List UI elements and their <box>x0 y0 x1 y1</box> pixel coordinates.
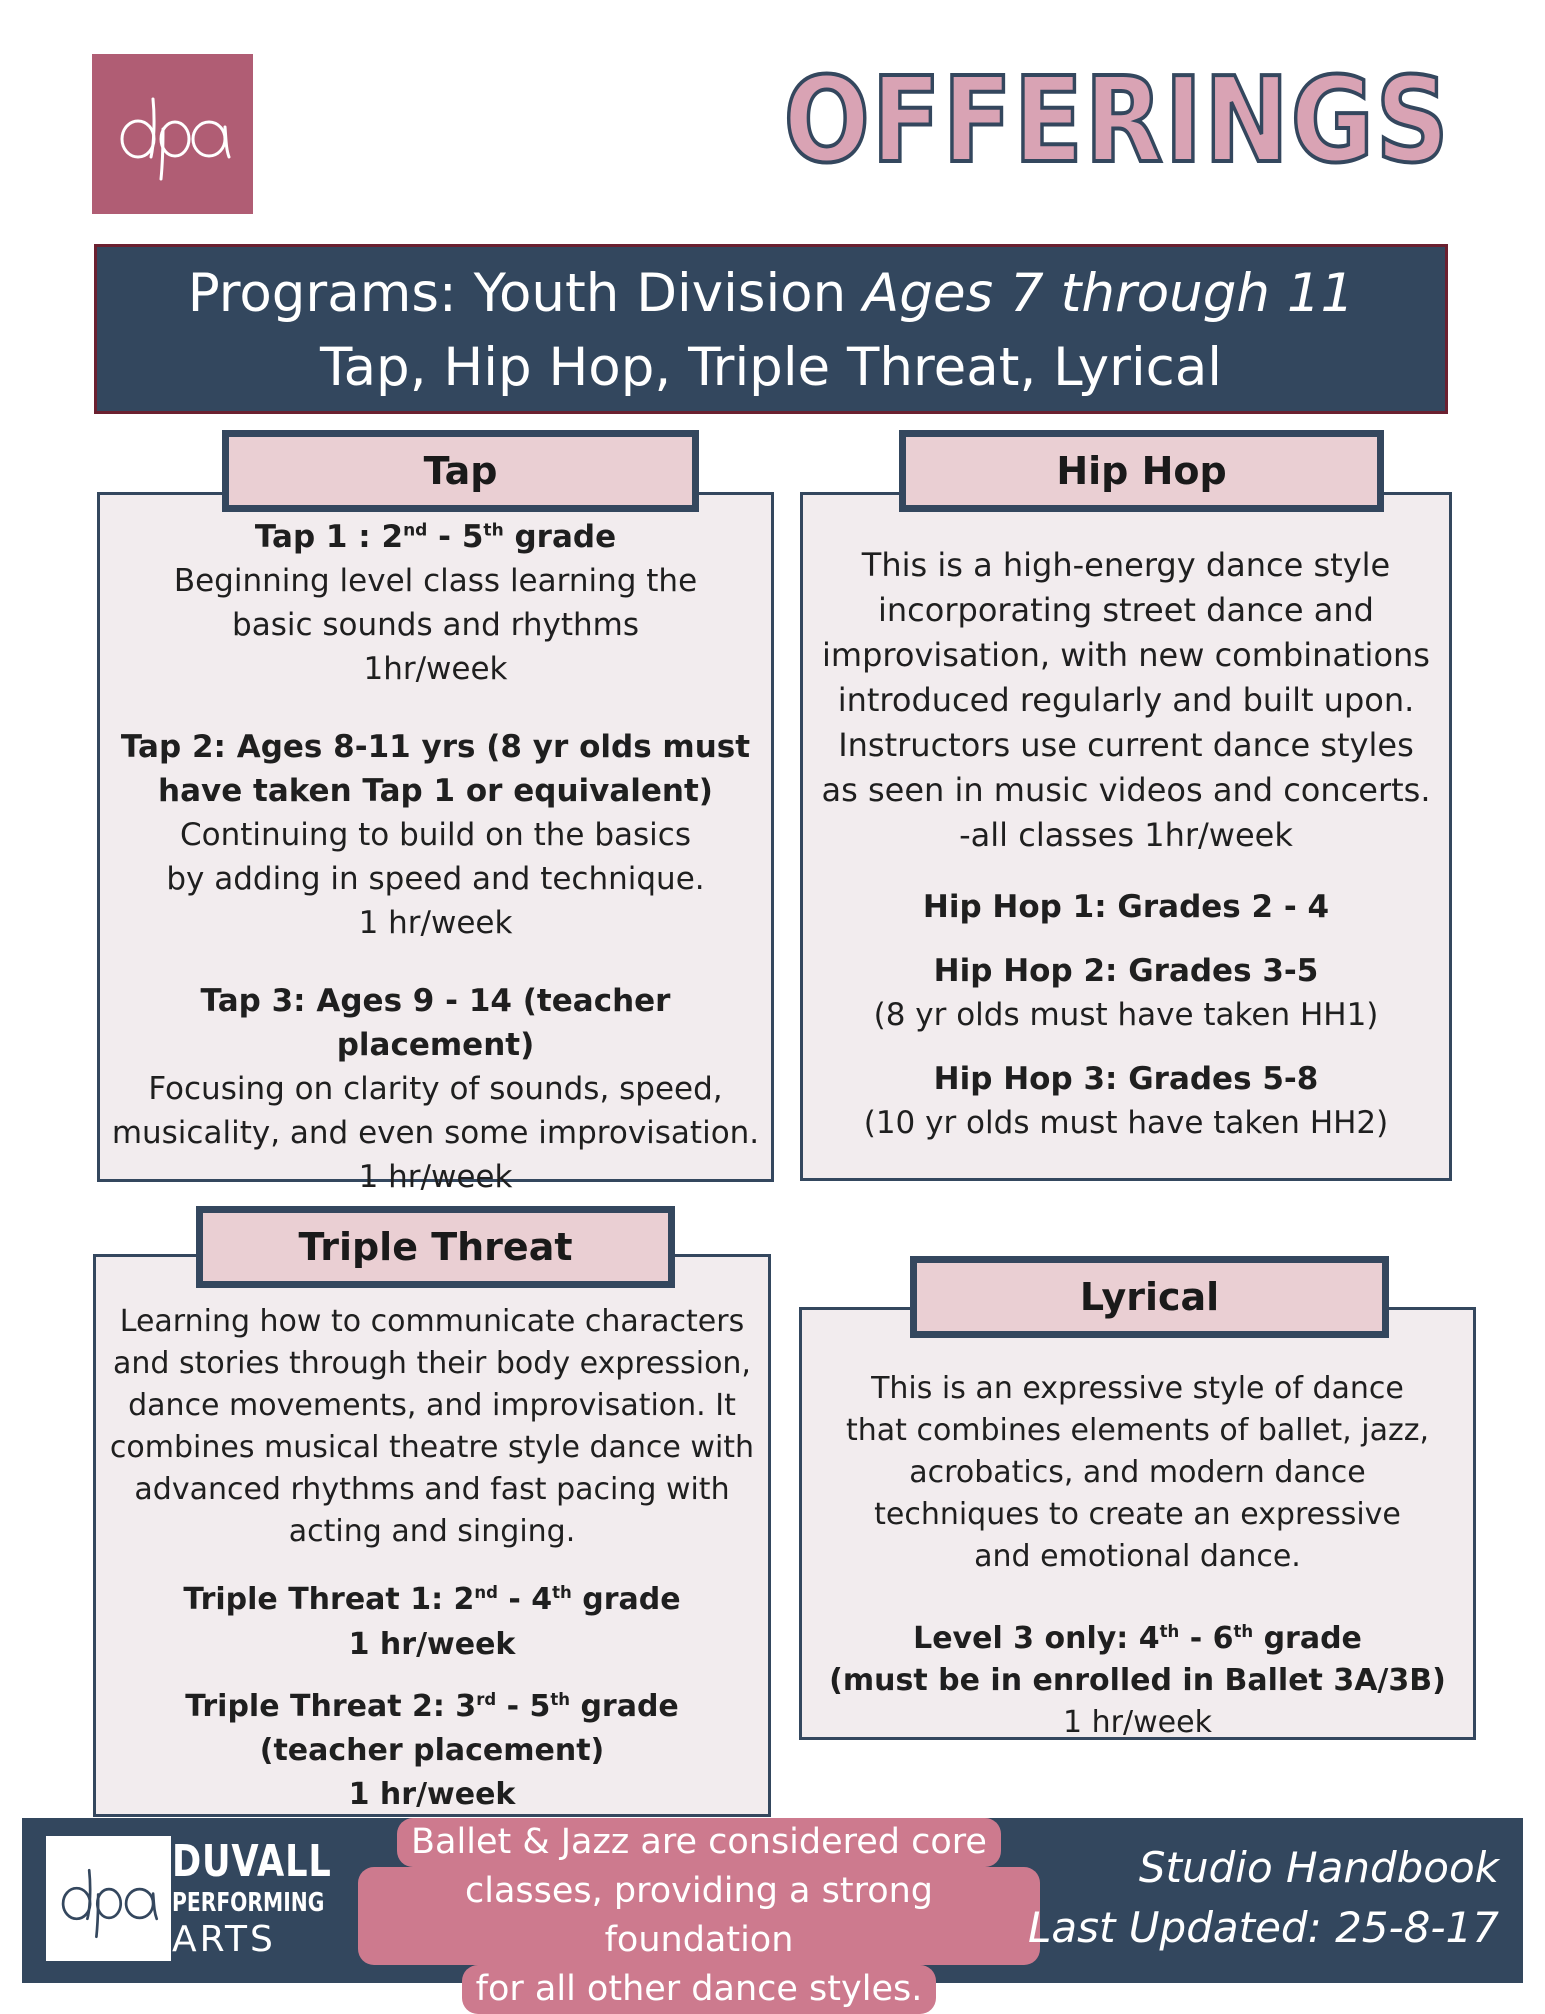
handbook-info <box>1028 1838 1499 1958</box>
hiphop-2-heading: Hip Hop 2: Grades 3-5 <box>933 953 1319 989</box>
banner-prefix: Programs: Youth Division <box>187 263 864 324</box>
dpa-logo <box>92 54 253 214</box>
tap-2-description: Continuing to build on the basics by adding in speed and technique. <box>166 817 705 897</box>
tap-2-time: 1 hr/week <box>358 905 513 941</box>
handbook-title: Studio Handbook <box>1138 1843 1499 1892</box>
hiphop-card <box>800 492 1452 1181</box>
hiphop-content <box>803 543 1449 1145</box>
lyrical-level-3-time: 1 hr/week <box>1063 1705 1212 1740</box>
triple-threat-title: Triple Threat <box>196 1206 675 1288</box>
tap-2-heading: Tap 2: Ages 8-11 yrs (8 yr olds must have taken Tap 1 or equivalent) <box>120 729 751 809</box>
lyrical-title: Lyrical <box>910 1256 1389 1338</box>
tap-1-heading: Tap 1 : 2nd - 5th grade <box>254 519 617 555</box>
brand-line-3: ARTS <box>172 1919 276 1960</box>
note-line-2: classes, providing a strong foundation <box>358 1867 1040 1965</box>
triple-threat-1-time: 1 hr/week <box>348 1627 516 1662</box>
footer-logo <box>46 1836 171 1961</box>
tap-3-heading: Tap 3: Ages 9 - 14 (teacher placement) <box>200 983 671 1063</box>
lyrical-level-3-heading: Level 3 only: 4th - 6th grade <box>913 1621 1362 1656</box>
tap-3-description: Focusing on clarity of sounds, speed, musicality, and even some improvisation. <box>111 1071 760 1151</box>
triple-threat-1-heading: Triple Threat 1: 2nd - 4th grade <box>183 1582 681 1617</box>
triple-threat-description: Learning how to communicate characters and stories through their body expression, dance movements, and improvisation. It combines musical theatre style dance with advanced rhythms and fast pacing with acting and singing. <box>109 1304 755 1549</box>
tap-3-time: 1 hr/week <box>358 1159 513 1195</box>
note-line-3: for all other dance styles. <box>462 1965 937 2014</box>
triple-threat-card <box>93 1254 771 1817</box>
hiphop-3-note: (10 yr olds must have taken HH2) <box>863 1105 1389 1141</box>
triple-threat-2-heading: Triple Threat 2: 3rd - 5th grade <box>185 1689 679 1724</box>
last-updated: Last Updated: 25-8-17 <box>1027 1903 1499 1952</box>
triple-threat-content <box>96 1301 768 1816</box>
note-line-1: Ballet & Jazz are considered core <box>397 1818 1001 1867</box>
hiphop-1-heading: Hip Hop 1: Grades 2 - 4 <box>922 889 1330 925</box>
brand-line-1: DUVALL <box>172 1836 332 1887</box>
tap-title: Tap <box>222 430 699 512</box>
triple-threat-2-note: (teacher placement) <box>259 1733 605 1768</box>
dpa-footer-logo-icon <box>54 1854 164 1944</box>
tap-1-description: Beginning level class learning the basic sounds and rhythms <box>173 563 698 643</box>
banner-ages: Ages 7 through 11 <box>863 263 1355 324</box>
triple-threat-2-time: 1 hr/week <box>348 1777 516 1812</box>
dpa-logo-icon <box>113 79 233 189</box>
banner-line-2: Tap, Hip Hop, Triple Threat, Lyrical <box>319 337 1223 398</box>
lyrical-content <box>802 1368 1473 1744</box>
hiphop-title: Hip Hop <box>899 430 1384 512</box>
core-classes-note <box>358 1818 1040 2009</box>
programs-banner <box>94 244 1448 414</box>
brand-name <box>172 1836 371 1960</box>
hiphop-2-note: (8 yr olds must have taken HH1) <box>873 997 1379 1033</box>
page-title: OFFERINGS <box>783 51 1450 189</box>
lyrical-card <box>799 1307 1476 1740</box>
tap-content <box>100 515 771 1199</box>
tap-1-time: 1hr/week <box>363 651 508 687</box>
hiphop-3-heading: Hip Hop 3: Grades 5-8 <box>933 1061 1319 1097</box>
tap-card <box>97 492 774 1195</box>
lyrical-description: This is an expressive style of dance that combines elements of ballet, jazz, acrobatics, and modern dance techniques to create an expressive and emotional dance. <box>845 1371 1429 1574</box>
hiphop-all-time: -all classes 1hr/week <box>959 816 1293 854</box>
lyrical-level-3-note: (must be in enrolled in Ballet 3A/3B) <box>829 1663 1446 1698</box>
brand-line-2: PERFORMING <box>172 1888 325 1918</box>
hiphop-description: This is a high-energy dance style incorporating street dance and improvisation, with new combinations introduced regularly and built upon. Instructors use current dance styles as seen in music videos and concerts. <box>821 546 1431 809</box>
banner-line-1 <box>97 257 1445 331</box>
